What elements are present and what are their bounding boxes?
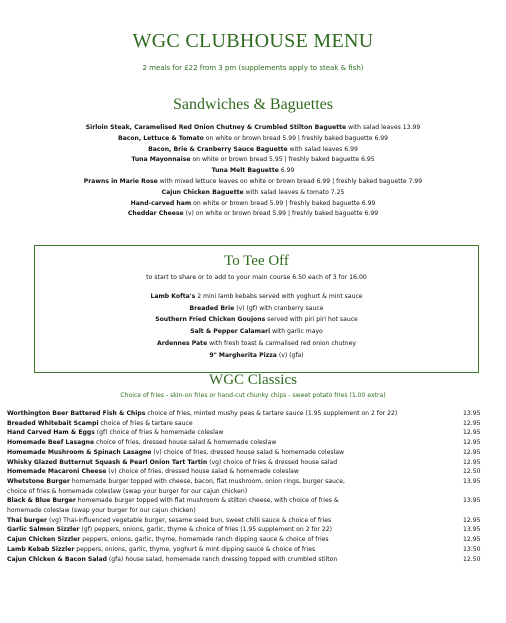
item-description: choice of fries, dressed house salad & homemade coleslaw [94, 439, 277, 447]
item-price: 12.95 [463, 516, 481, 524]
item-name: Bacon, Lettuce & Tomato [117, 134, 204, 142]
item-name: Tuna Mayonnaise [131, 156, 191, 164]
item-description: (v) choice of fries, dressed house salad & homemade coleslaw [151, 448, 344, 456]
item-price: 12.50 [463, 468, 481, 476]
menu-item [0, 209, 506, 220]
tee-off-heading: To Tee Off [224, 253, 289, 269]
item-line [7, 438, 457, 448]
menu-item [7, 535, 487, 545]
menu-item [7, 525, 487, 535]
item-line [7, 555, 457, 565]
item-description: (v) choice of fries, dressed house salad & homemade coleslaw [106, 468, 299, 476]
item-description: 2 mini lamb kebabs served with yoghurt & mint sauce [195, 293, 363, 300]
item-description: choice of fries & tartare sauce [98, 419, 193, 427]
item-name: Sirloin Steak, Caramelised Red Onion Chutney & Crumbled Stilton Baguette [85, 124, 347, 131]
menu-item [0, 123, 506, 134]
item-line [7, 477, 457, 487]
item-price: 12.50 [463, 555, 481, 563]
item-price: 13.95 [463, 410, 481, 417]
tee-off-subtitle: to start to share or to add to your main course 6.50 each of 3 for 16.00 [146, 274, 367, 281]
menu-item [7, 428, 487, 438]
tee-off-box [34, 245, 479, 373]
item-line [7, 535, 457, 545]
item-name: Homemade Macaroni Cheese [7, 468, 107, 476]
item-name: Black & Blue Burger [7, 497, 76, 505]
item-name: Southern Fried Chicken Goujons [155, 316, 266, 324]
item-price: 12.95 [463, 419, 481, 427]
item-line [7, 545, 457, 555]
menu-item [35, 291, 478, 303]
menu-item [35, 326, 478, 338]
item-name: Hand-carved ham [130, 199, 192, 207]
item-name: Breaded Brie [189, 304, 235, 312]
item-price: 12.95 [463, 536, 481, 544]
item-line [7, 467, 457, 477]
item-name: Salt & Pepper Calamari [190, 328, 271, 336]
item-name: Breaded Whitebait Scampi [7, 419, 99, 427]
menu-item [7, 458, 487, 468]
item-description: homemade burger topped with cheese, bacon, flat mushroom, onion rings, burger sauce, [69, 477, 345, 485]
menu-item [7, 496, 487, 515]
item-description: with salad leaves 6.99 [287, 145, 358, 153]
tee-off-list [35, 291, 478, 361]
menu-item [7, 448, 487, 458]
item-price: 12.95 [463, 448, 481, 456]
item-name: Whisky Glazed Butternut Squash & Pearl Onion Tart Tartin [7, 458, 208, 466]
menu-item [7, 545, 487, 555]
item-price: 13.50 [463, 545, 481, 553]
item-name: Worthington Beer Battered Fish & Chips [7, 410, 146, 417]
menu-item [0, 188, 506, 199]
item-name: Lamb Kofta's [150, 293, 196, 300]
item-price: 12.95 [463, 458, 481, 466]
item-name: Thai burger [7, 516, 48, 524]
item-line [7, 496, 457, 506]
item-name: Tuna Melt Baguette [211, 167, 279, 175]
menu-item [0, 166, 506, 177]
item-description: peppers, onions, garlic, thyme, yoghurt & mint dipping sauce & choice of fries [74, 545, 316, 553]
item-description: (vg) choice of fries & dressed house salad [207, 458, 338, 466]
item-description: choice of fries, minted mushy peas & tartare sauce (1.95 supplement on 2 for 22) [145, 410, 398, 417]
item-name: Lamb Kebab Sizzler [7, 545, 75, 553]
classics-heading: WGC Classics [209, 372, 297, 388]
item-name: Whetstone Burger [7, 477, 70, 485]
item-line [7, 419, 457, 429]
menu-item [35, 350, 478, 362]
item-name: Homemade Beef Lasagne [7, 439, 95, 447]
item-line [7, 458, 457, 468]
classics-list [7, 409, 487, 564]
item-name: Cheddar Cheese [127, 210, 184, 218]
menu-item [35, 314, 478, 326]
item-description: (gf) peppers, onions, garlic, thyme & choice of fries (1.95 supplement on 2 for 22) [79, 526, 332, 534]
menu-item [0, 199, 506, 210]
item-name: Cajun Chicken Sizzler [7, 536, 81, 544]
menu-item [0, 177, 506, 188]
item-description-continued: homemade coleslaw (swap your burger for our cajun chicken) [7, 507, 196, 515]
item-line [7, 409, 457, 419]
item-description: (v) (gf) with cranberry sauce [234, 304, 324, 312]
item-name: Cajun Chicken & Bacon Salad [7, 555, 107, 563]
item-name: Ardennes Pate [156, 339, 208, 347]
item-description: (gfa) house salad, homemade ranch dressing topped with crumbled stilton [106, 555, 338, 563]
item-price: 13.95 [463, 477, 481, 485]
item-price: 13.95 [463, 526, 481, 534]
menu-item [7, 467, 487, 477]
item-description: on white or brown bread 5.99 | freshly baked baguette 6.99 [203, 134, 389, 142]
menu-title: WGC CLUBHOUSE MENU [132, 30, 374, 52]
item-description: served with piri piri hot sauce [265, 316, 358, 324]
menu-item [0, 155, 506, 166]
menu-subtitle: 2 meals for £22 from 3 pm (supplements apply to steak & fish) [142, 64, 364, 72]
item-price: 13.95 [463, 497, 481, 505]
menu-item [7, 555, 487, 565]
item-line [7, 428, 457, 438]
item-name: Homemade Mushroom & Spinach Lasagne [7, 448, 152, 456]
item-description: (vg) Thai-influenced vegetable burger, sesame seed bun, sweet chilli sauce & choice of fries [47, 516, 332, 524]
menu-item [7, 438, 487, 448]
item-description: (gf) choice of fries & homemade coleslaw [94, 429, 224, 437]
classics-subtitle: Choice of fries - skin-on fries or hand-cut chunky chips - sweet potato fries (1.00 extra) [120, 392, 386, 399]
item-line [7, 525, 457, 535]
item-name: Cajun Chicken Baguette [161, 188, 244, 196]
item-name: Bacon, Brie & Cranberry Sauce Baguette [148, 145, 288, 153]
sandwiches-list [0, 123, 506, 220]
item-price: 12.95 [463, 439, 481, 447]
item-name: Hand Carved Ham & Eggs [7, 429, 95, 437]
item-description: with salad leaves 13.99 [346, 124, 421, 131]
item-name: Garlic Salmon Sizzler [7, 526, 80, 534]
item-description-continued: choice of fries & homemade coleslaw (swap your burger for our cajun chicken) [7, 487, 248, 495]
item-name: Prawns in Marie Rose [83, 177, 158, 185]
item-price: 12.95 [463, 429, 481, 437]
item-description: with fresh toast & carmalised red onion chutney [207, 339, 357, 347]
item-name: 9" Margherita Pizza [209, 351, 277, 359]
item-description: on white or brown bread 5.95 | freshly baked baguette 6.95 [190, 156, 375, 164]
menu-item [7, 477, 487, 496]
sandwiches-heading: Sandwiches & Baguettes [173, 96, 333, 113]
menu-item [7, 516, 487, 526]
item-description: (v) on white or brown bread 5.99 | freshly baked baguette 6.99 [183, 210, 379, 218]
menu-item [7, 419, 487, 429]
item-line [7, 516, 457, 526]
item-description: 6.99 [278, 167, 295, 175]
item-description: with mixed lettuce leaves on white or brown bread 6.99 | freshly baked baguette 7.99 [157, 177, 423, 185]
menu-item [35, 338, 478, 350]
item-description: peppers, onions, garlic, thyme, homemade ranch dipping sauce & choice of fries [80, 536, 329, 544]
item-description: with garlic mayo [270, 328, 323, 336]
item-description: with salad leaves & tomato 7.25 [243, 188, 345, 196]
menu-item [7, 409, 487, 419]
item-description: homemade burger topped with flat mushroom & stilton cheese, with choice of fries & [75, 497, 339, 505]
item-description: on white or brown bread 5.99 | freshly baked baguette 6.99 [191, 199, 376, 207]
menu-item [0, 145, 506, 156]
item-description: (v) (gfa) [276, 351, 304, 359]
menu-item [0, 134, 506, 145]
menu-item [35, 303, 478, 315]
item-line [7, 448, 457, 458]
